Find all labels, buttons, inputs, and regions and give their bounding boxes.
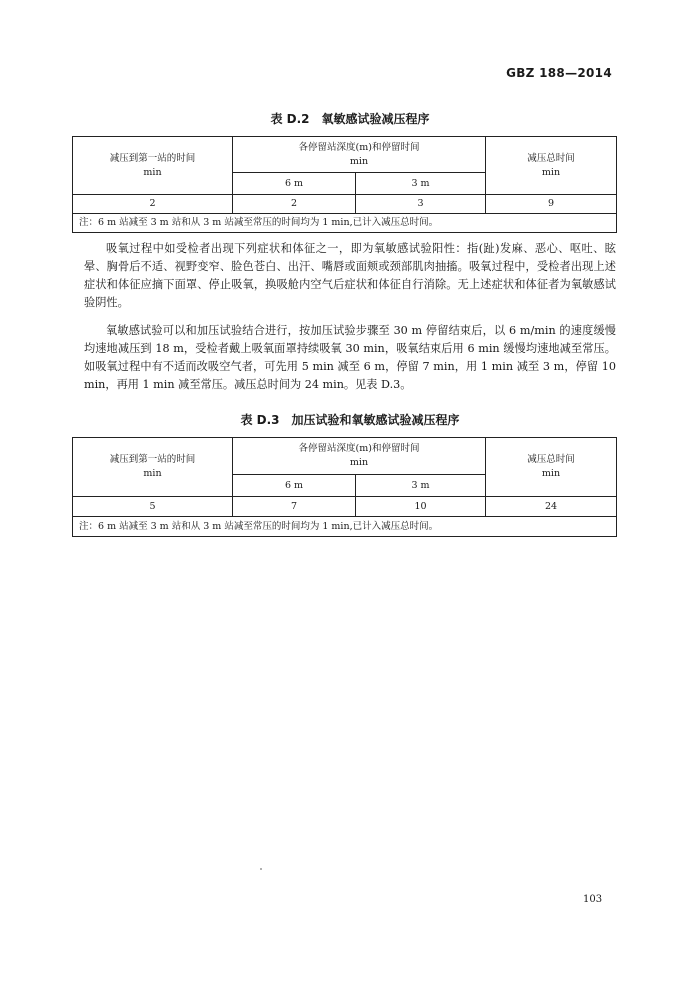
table-d3-sub-3m: 3 m xyxy=(356,475,486,497)
table-cell: 10 xyxy=(356,497,486,517)
paragraph-oxygen-sensitivity-signs: 吸氧过程中如受检者出现下列症状和体征之一，即为氧敏感试验阳性：指(趾)发麻、恶心、呕吐、眩晕、胸骨后不适、视野变窄、脸色苍白、出汗、嘴唇或面颊或颈部肌肉抽搐。吸氧过程中，受检者出现上述症状和体征应摘下面罩、停止吸氧，换吸舱内空气后症状和体征自行消除。无上述症状和体征者为氧敏感试验阴性。 xyxy=(84,242,616,309)
table-cell: 3 xyxy=(356,195,486,214)
table-d3-note: 注：6 m 站减至 3 m 站和从 3 m 站减至常压的时间均为 1 min,已计入减压总时间。 xyxy=(73,517,617,537)
table-d2-total-header: 减压总时间 min xyxy=(486,137,617,195)
table-cell: 24 xyxy=(486,497,617,517)
table-d2-sub-3m: 3 m xyxy=(356,173,486,195)
table-cell: 9 xyxy=(486,195,617,214)
table-d3-caption: 表 D.3 加压试验和氧敏感试验减压程序 xyxy=(240,413,460,427)
table-cell: 2 xyxy=(233,195,356,214)
table-row xyxy=(73,497,617,517)
table-d3 xyxy=(72,437,617,537)
page-number: 103 xyxy=(583,894,603,905)
table-d2-col1-header: 减压到第一站的时间 min xyxy=(73,137,233,195)
table-cell: 5 xyxy=(73,497,233,517)
table-row xyxy=(73,195,617,214)
table-cell: 2 xyxy=(73,195,233,214)
table-d2-note: 注：6 m 站减至 3 m 站和从 3 m 站减至常压的时间均为 1 min,已计入减压总时间。 xyxy=(73,214,617,233)
table-d3-total-header: 减压总时间 min xyxy=(486,438,617,497)
table-d2-caption: 表 D.2 氧敏感试验减压程序 xyxy=(270,112,430,126)
table-d2-sub-6m: 6 m xyxy=(233,173,356,195)
table-d2 xyxy=(72,136,617,233)
table-d2-mid-header: 各停留站深度(m)和停留时间 min xyxy=(233,137,486,173)
table-d3-sub-6m: 6 m xyxy=(233,475,356,497)
table-d3-col1-header: 减压到第一站的时间 min xyxy=(73,438,233,497)
scan-speck xyxy=(260,868,262,870)
paragraph-combined-test: 氧敏感试验可以和加压试验结合进行，按加压试验步骤至 30 m 停留结束后，以 6 m/min 的速度缓慢均速地减压到 18 m，受检者戴上吸氧面罩持续吸氧 30 min，吸氧结束后用 6 min 缓慢均速地减至常压。如吸氧过程中有不适而改吸空气者，可先用 5 min 减至 6 m，停留 7 min，用 1 min 减至 3 m，停留 10 min，再用 1 min 减至常压。减压总时间为 24 min。见表 D.3。 xyxy=(84,324,616,391)
table-cell: 7 xyxy=(233,497,356,517)
table-d3-mid-header: 各停留站深度(m)和停留时间 min xyxy=(233,438,486,475)
standard-code: GBZ 188—2014 xyxy=(506,66,612,80)
